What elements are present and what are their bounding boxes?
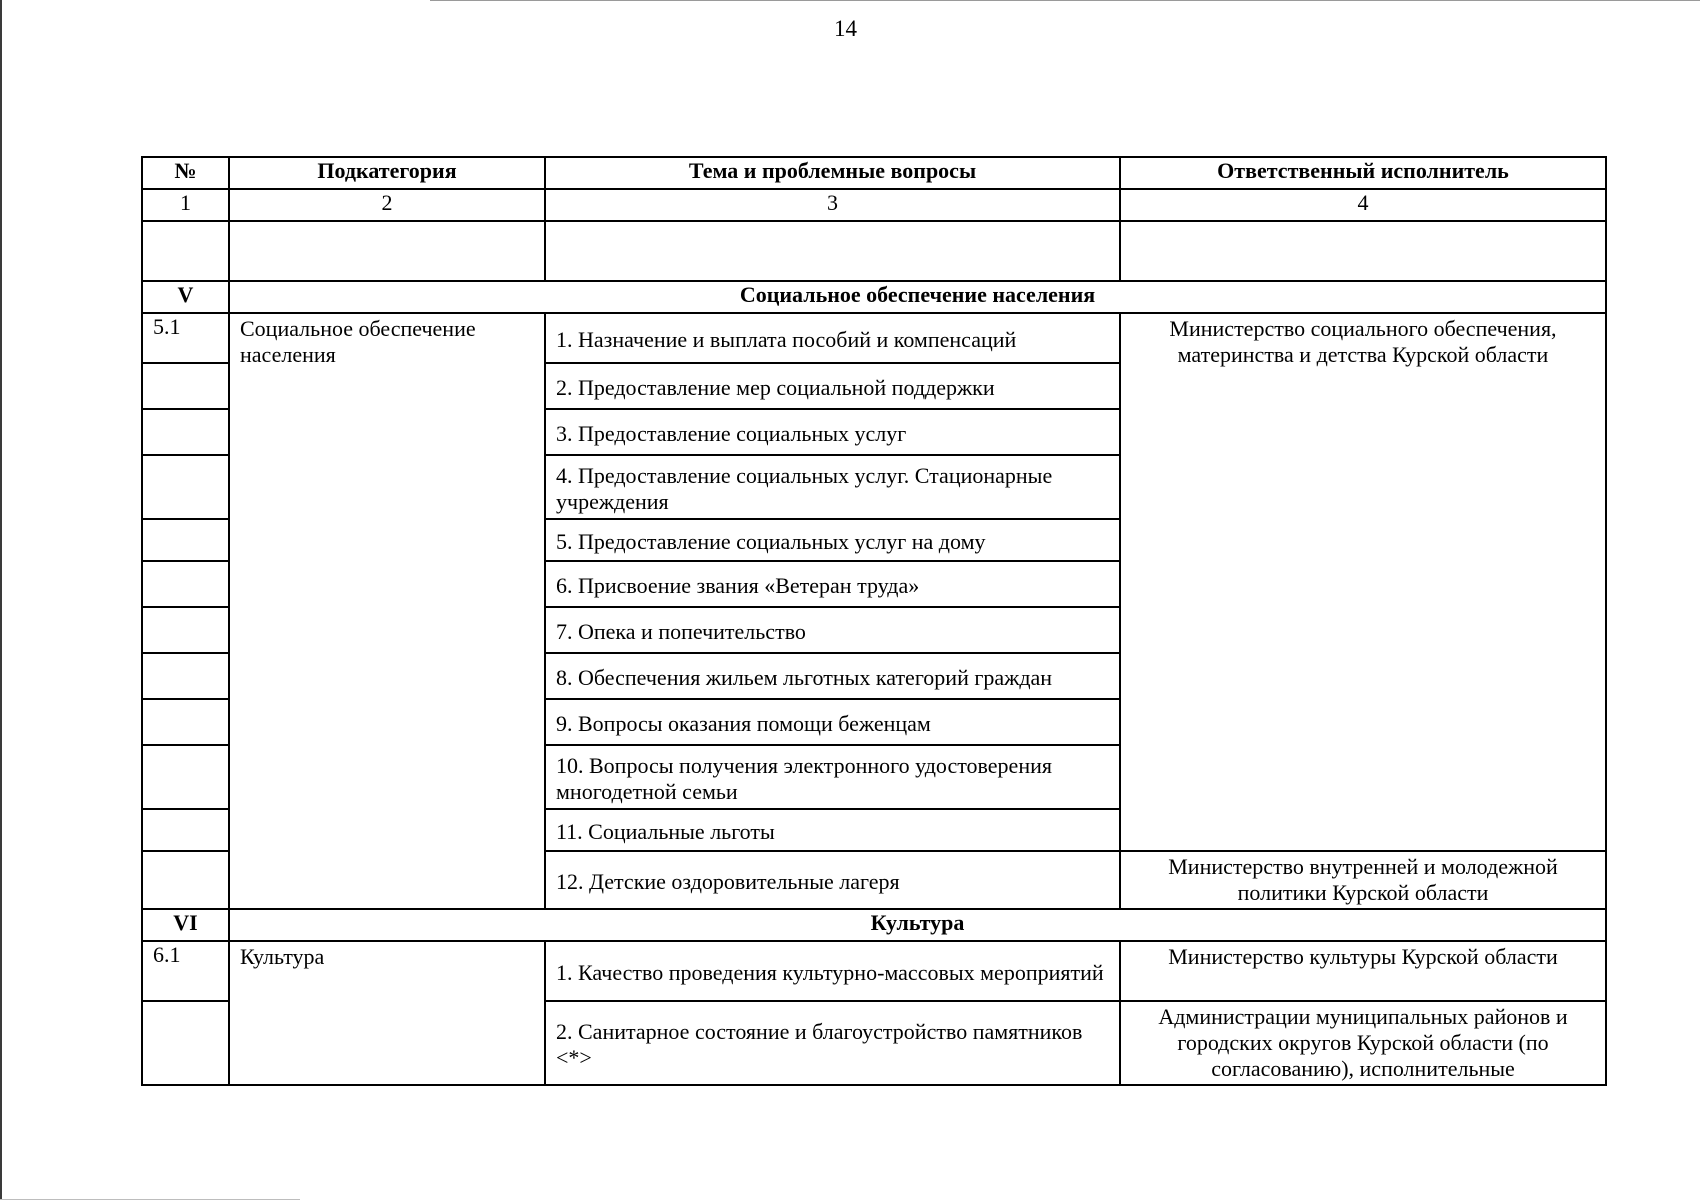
topic-cell: 6. Присвоение звания «Ветеран труда» [545, 561, 1120, 607]
column-number: 1 [142, 189, 229, 221]
topic-cell: 10. Вопросы получения электронного удостоверения многодетной семьи [545, 745, 1120, 809]
row-code [142, 1001, 229, 1085]
responsible-cell: Администрации муниципальных районов и городских округов Курской области (по согласованию), исполнительные [1120, 1001, 1606, 1085]
subcategory-cell: Социальное обеспечение населения [229, 313, 545, 909]
responsible-cell: Министерство культуры Курской области [1120, 941, 1606, 1001]
topic-cell: 7. Опека и попечительство [545, 607, 1120, 653]
header-responsible: Ответственный исполнитель [1120, 157, 1606, 189]
topic-cell: 5. Предоставление социальных услуг на дому [545, 519, 1120, 561]
topic-cell: 11. Социальные льготы [545, 809, 1120, 851]
column-number: 2 [229, 189, 545, 221]
row-code [142, 745, 229, 809]
section-title: Социальное обеспечение населения [229, 281, 1606, 313]
empty-cell [142, 221, 229, 281]
document-table [141, 156, 1607, 1086]
empty-cell [1120, 221, 1606, 281]
topic-cell: 2. Предоставление мер социальной поддержки [545, 363, 1120, 409]
scan-left-edge [0, 0, 2, 1200]
section-roman: V [142, 281, 229, 313]
row-code [142, 653, 229, 699]
empty-row [142, 221, 1606, 281]
column-number: 4 [1120, 189, 1606, 221]
row-code [142, 607, 229, 653]
section-row [142, 909, 1606, 941]
column-number-row [142, 189, 1606, 221]
table-header-row [142, 157, 1606, 189]
row-code [142, 699, 229, 745]
topic-cell: 1. Качество проведения культурно-массовых мероприятий [545, 941, 1120, 1001]
topic-cell: 2. Санитарное состояние и благоустройство памятников <*> [545, 1001, 1120, 1085]
responsible-cell: Министерство социального обеспечения, материнства и детства Курской области [1120, 313, 1606, 851]
topic-cell: 12. Детские оздоровительные лагеря [545, 851, 1120, 909]
header-number: № [142, 157, 229, 189]
empty-cell [545, 221, 1120, 281]
row-code [142, 561, 229, 607]
header-topic: Тема и проблемные вопросы [545, 157, 1120, 189]
table-row [142, 313, 1606, 363]
page-number: 14 [834, 16, 857, 41]
row-code [142, 455, 229, 519]
topic-cell: 9. Вопросы оказания помощи беженцам [545, 699, 1120, 745]
column-number: 3 [545, 189, 1120, 221]
topic-cell: 3. Предоставление социальных услуг [545, 409, 1120, 455]
row-code [142, 519, 229, 561]
responsible-cell: Министерство внутренней и молодежной политики Курской области [1120, 851, 1606, 909]
scan-top-edge [430, 0, 1700, 1]
row-code [142, 363, 229, 409]
subcategory-cell: Культура [229, 941, 545, 1085]
row-code: 6.1 [142, 941, 229, 1001]
header-subcategory: Подкатегория [229, 157, 545, 189]
topic-cell: 1. Назначение и выплата пособий и компенсаций [545, 313, 1120, 363]
row-code [142, 809, 229, 851]
table-row [142, 941, 1606, 1001]
topic-cell: 4. Предоставление социальных услуг. Стационарные учреждения [545, 455, 1120, 519]
section-row [142, 281, 1606, 313]
empty-cell [229, 221, 545, 281]
topic-cell: 8. Обеспечения жильем льготных категорий граждан [545, 653, 1120, 699]
row-code [142, 409, 229, 455]
row-code: 5.1 [142, 313, 229, 363]
row-code [142, 851, 229, 909]
section-title: Культура [229, 909, 1606, 941]
section-roman: VI [142, 909, 229, 941]
